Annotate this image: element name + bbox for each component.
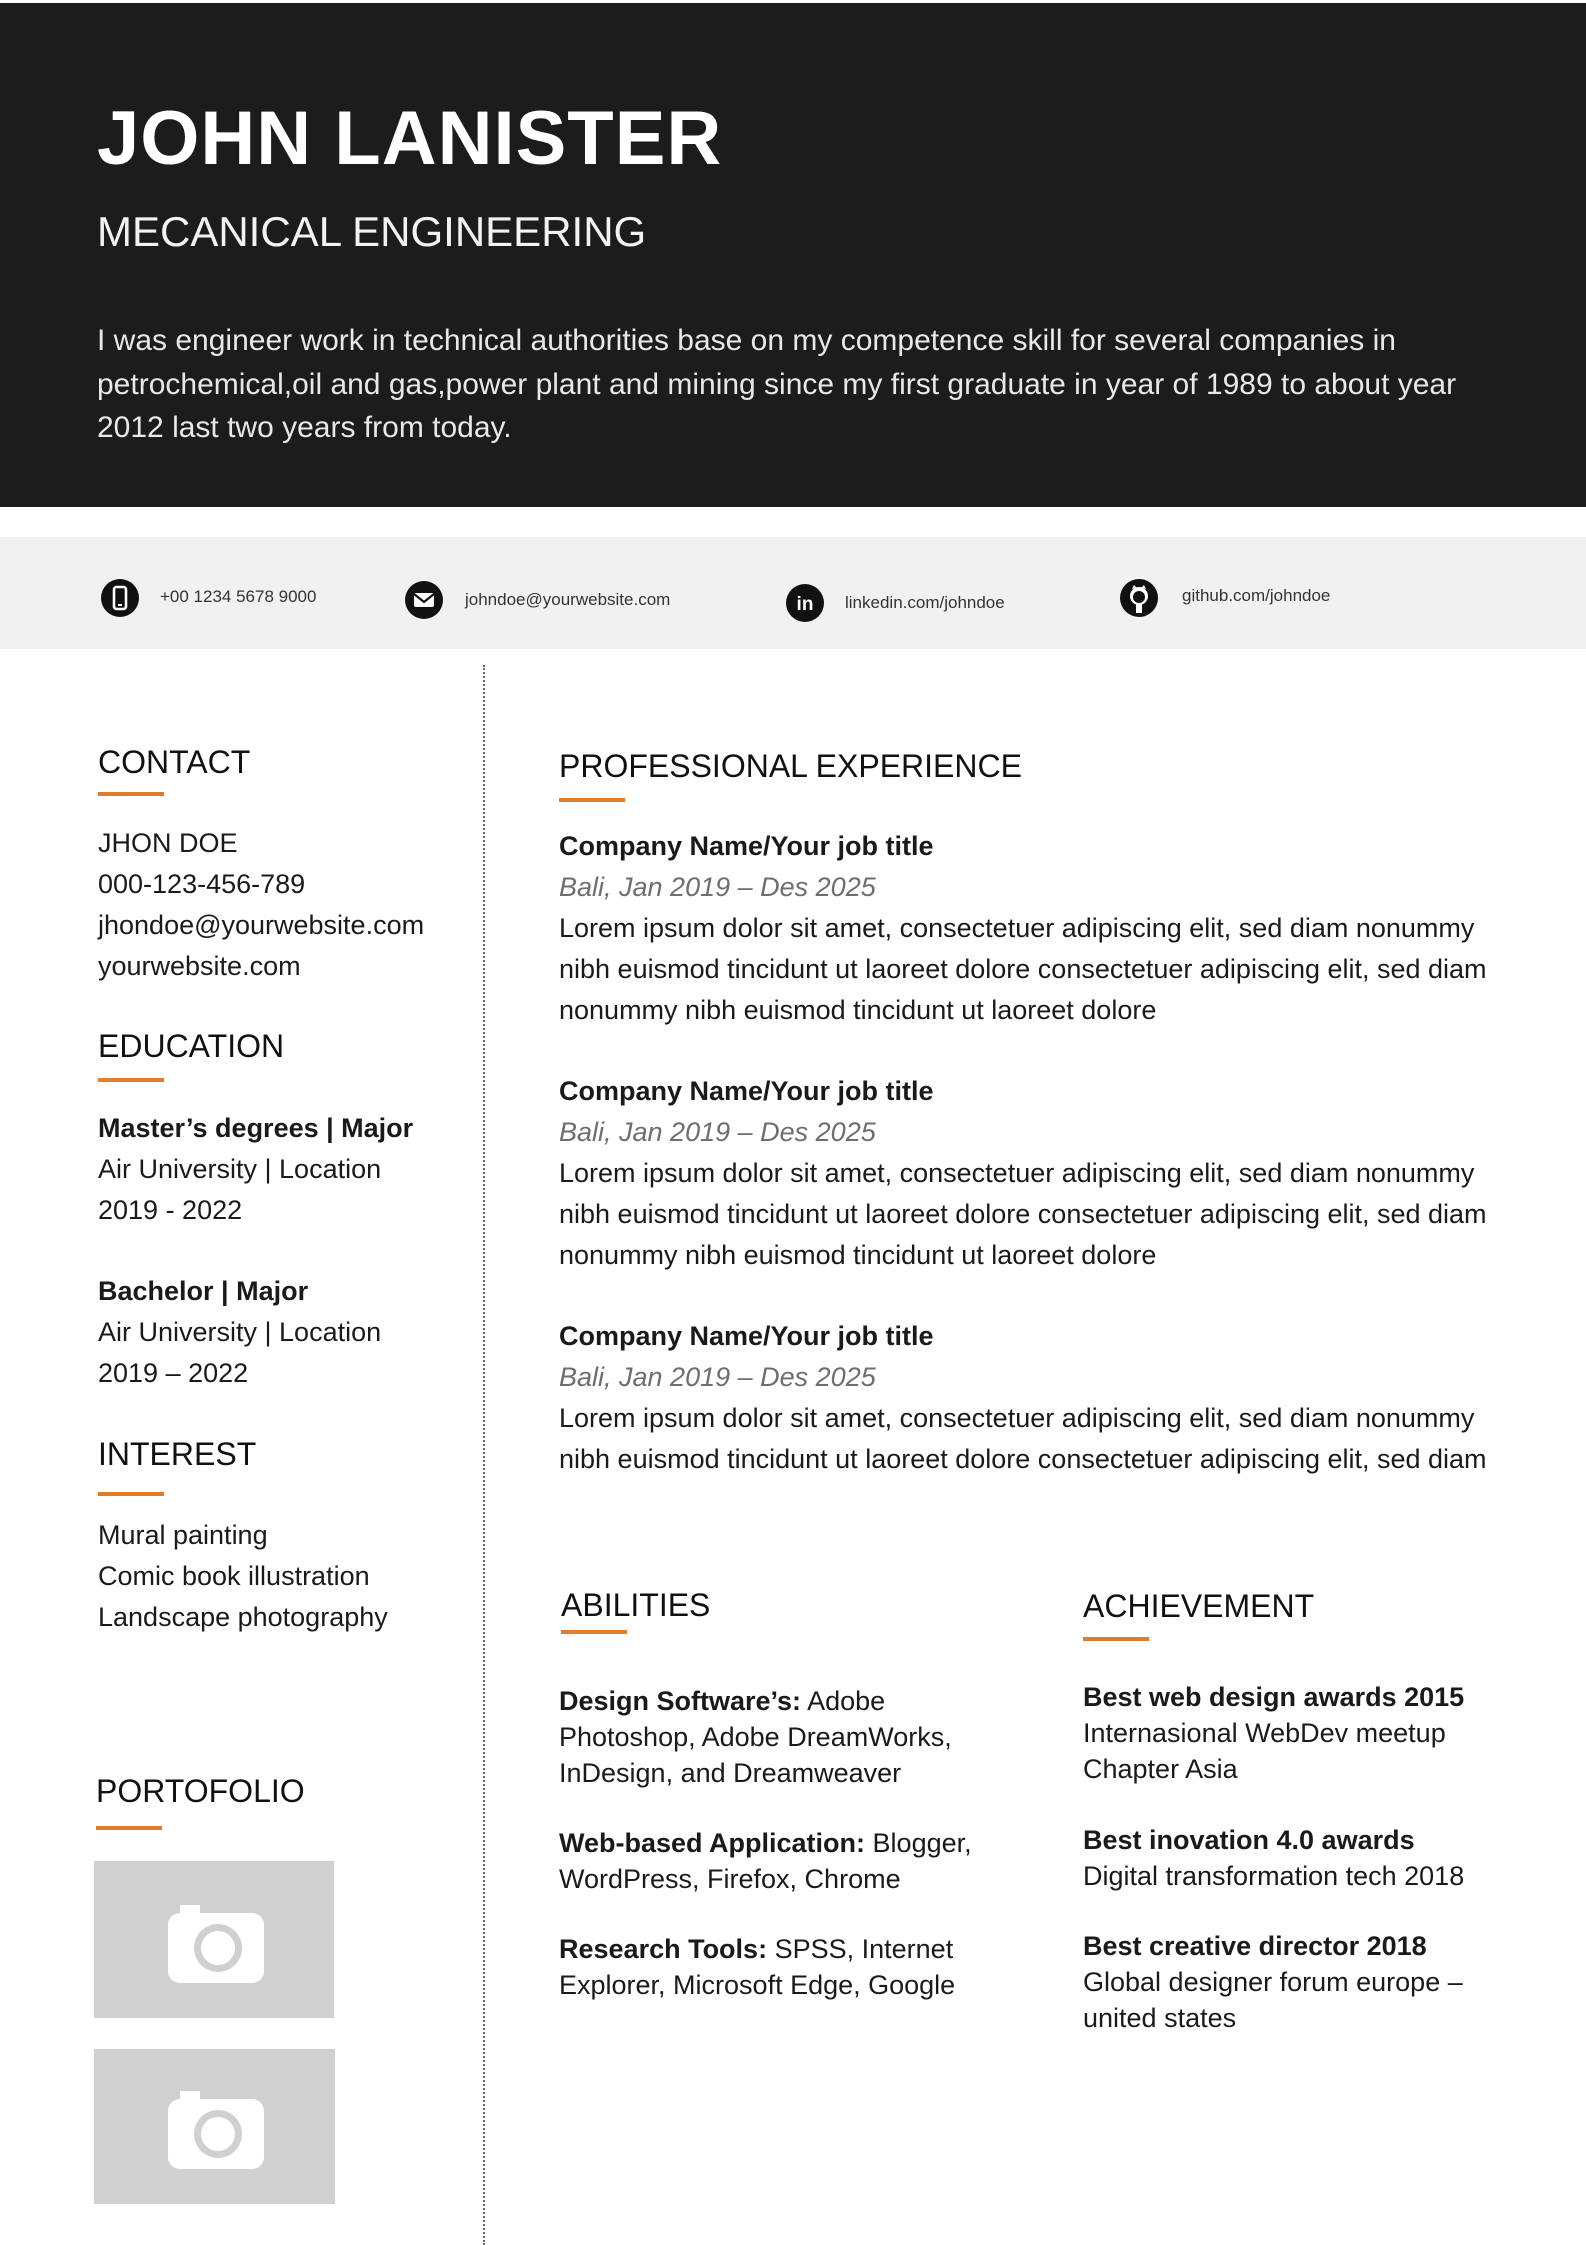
- full-name: JOHN LANISTER: [97, 96, 723, 181]
- education-degree: Bachelor | Major: [98, 1276, 309, 1306]
- experience-job-title: Company Name/Your job title: [559, 831, 934, 861]
- experience-date: Bali, Jan 2019 – Des 2025: [559, 872, 876, 902]
- linkedin-text[interactable]: linkedin.com/johndoe: [845, 593, 1005, 612]
- experience-description: Lorem ipsum dolor sit amet, consectetuer adipiscing elit, sed diam nonummy nibh euismod tincidunt ut laoreet dolore consectetuer adipiscing elit, sed diam: [559, 1403, 1487, 1474]
- contact-linkedin: [770, 537, 1120, 649]
- accent-line: [98, 792, 164, 796]
- experience-description: Lorem ipsum dolor sit amet, consectetuer adipiscing elit, sed diam nonummy nibh euismod tincidunt ut laoreet dolore consectetuer adipiscing elit, sed diam nonummy nibh euismod tincidunt ut laoreet dolore: [559, 1158, 1487, 1270]
- experience-job-title: Company Name/Your job title: [559, 1076, 934, 1106]
- contact-email: [390, 537, 770, 649]
- contact-name: JHON DOE: [98, 828, 238, 858]
- achievement-title: Best web design awards 2015: [1083, 1682, 1465, 1712]
- education-degree: Master’s degrees | Major: [98, 1113, 414, 1143]
- ability-item: [559, 1683, 989, 1791]
- portfolio-heading: PORTOFOLIO: [96, 1773, 305, 1809]
- achievement-desc: Digital transformation tech 2018: [1083, 1861, 1465, 1891]
- education-years: 2019 - 2022: [98, 1195, 243, 1225]
- experience-description: Lorem ipsum dolor sit amet, consectetuer adipiscing elit, sed diam nonummy nibh euismod tincidunt ut laoreet dolore consectetuer adipiscing elit, sed diam nonummy nibh euismod tincidunt ut laoreet dolore: [559, 913, 1487, 1025]
- education-school: Air University | Location: [98, 1317, 382, 1347]
- education-school: Air University | Location: [98, 1154, 382, 1184]
- education-heading: EDUCATION: [98, 1028, 285, 1064]
- ability-label: Research Tools:: [559, 1934, 768, 1964]
- github-icon: [1120, 579, 1158, 617]
- accent-line: [98, 1078, 164, 1082]
- achievement-item: [1083, 1928, 1483, 2036]
- ability-item: [559, 1825, 989, 1897]
- linkedin-icon: [786, 584, 824, 622]
- camera-icon: [166, 2087, 266, 2171]
- github-text[interactable]: github.com/johndoe: [1182, 586, 1331, 605]
- email-icon: [405, 581, 443, 619]
- achievement-title: Best inovation 4.0 awards: [1083, 1825, 1415, 1855]
- interest-item: Mural painting: [98, 1520, 268, 1550]
- contact-phone-number: 000-123-456-789: [98, 869, 306, 899]
- contact-phone: [0, 537, 390, 649]
- portfolio-image[interactable]: [94, 1861, 334, 2018]
- ability-item: [559, 1931, 989, 2003]
- contact-heading: CONTACT: [98, 744, 251, 780]
- interest-heading: INTEREST: [98, 1436, 257, 1472]
- achievement-heading: ACHIEVEMENT: [1083, 1588, 1315, 1624]
- email-text[interactable]: johndoe@yourwebsite.com: [465, 590, 671, 609]
- ability-label: Web-based Application:: [559, 1828, 866, 1858]
- contact-bar: [0, 537, 1586, 649]
- contact-website[interactable]: yourwebsite.com: [98, 951, 301, 981]
- interest-item: Comic book illustration: [98, 1561, 370, 1591]
- experience-date: Bali, Jan 2019 – Des 2025: [559, 1362, 876, 1392]
- achievement-desc: Global designer forum europe – united states: [1083, 1967, 1463, 2033]
- achievement-title: Best creative director 2018: [1083, 1931, 1427, 1961]
- svg-text:in: in: [796, 594, 814, 615]
- interest-item: Landscape photography: [98, 1602, 388, 1632]
- ability-text: Blogger, WordPress, Firefox, Chrome: [559, 1828, 972, 1894]
- experience-heading: PROFESSIONAL EXPERIENCE: [559, 748, 1022, 784]
- education-years: 2019 – 2022: [98, 1358, 249, 1388]
- job-title: MECANICAL ENGINEERING: [97, 208, 647, 255]
- contact-email-address[interactable]: jhondoe@yourwebsite.com: [98, 910, 425, 940]
- portfolio-image[interactable]: [94, 2049, 335, 2204]
- achievement-desc: Internasional WebDev meetup Chapter Asia: [1083, 1718, 1446, 1784]
- accent-line: [559, 798, 625, 802]
- experience-job-title: Company Name/Your job title: [559, 1321, 934, 1351]
- ability-text: SPSS, Internet Explorer, Microsoft Edge, Google: [559, 1934, 956, 2000]
- accent-line: [1083, 1637, 1149, 1641]
- experience-date: Bali, Jan 2019 – Des 2025: [559, 1117, 876, 1147]
- accent-line: [98, 1492, 164, 1496]
- ability-label: Design Software’s:: [559, 1686, 802, 1716]
- achievement-item: [1083, 1679, 1503, 1787]
- contact-github: [1120, 537, 1520, 649]
- profile-summary: I was engineer work in technical authorities base on my competence skill for several companies in petrochemical,oil and gas,power plant and mining since my first graduate in year of 1989 to about year 2012 last two years from today.: [97, 324, 1457, 444]
- phone-icon: [101, 579, 139, 617]
- column-divider: [483, 665, 485, 2245]
- achievement-item: [1083, 1822, 1503, 1894]
- camera-icon: [166, 1901, 266, 1985]
- abilities-heading: ABILITIES: [561, 1587, 711, 1623]
- accent-line: [96, 1826, 162, 1830]
- ability-text: Adobe Photoshop, Adobe DreamWorks, InDesign, and Dreamweaver: [559, 1686, 952, 1788]
- accent-line: [561, 1630, 627, 1634]
- header-banner: [0, 3, 1586, 507]
- phone-text: +00 1234 5678 9000: [160, 587, 317, 606]
